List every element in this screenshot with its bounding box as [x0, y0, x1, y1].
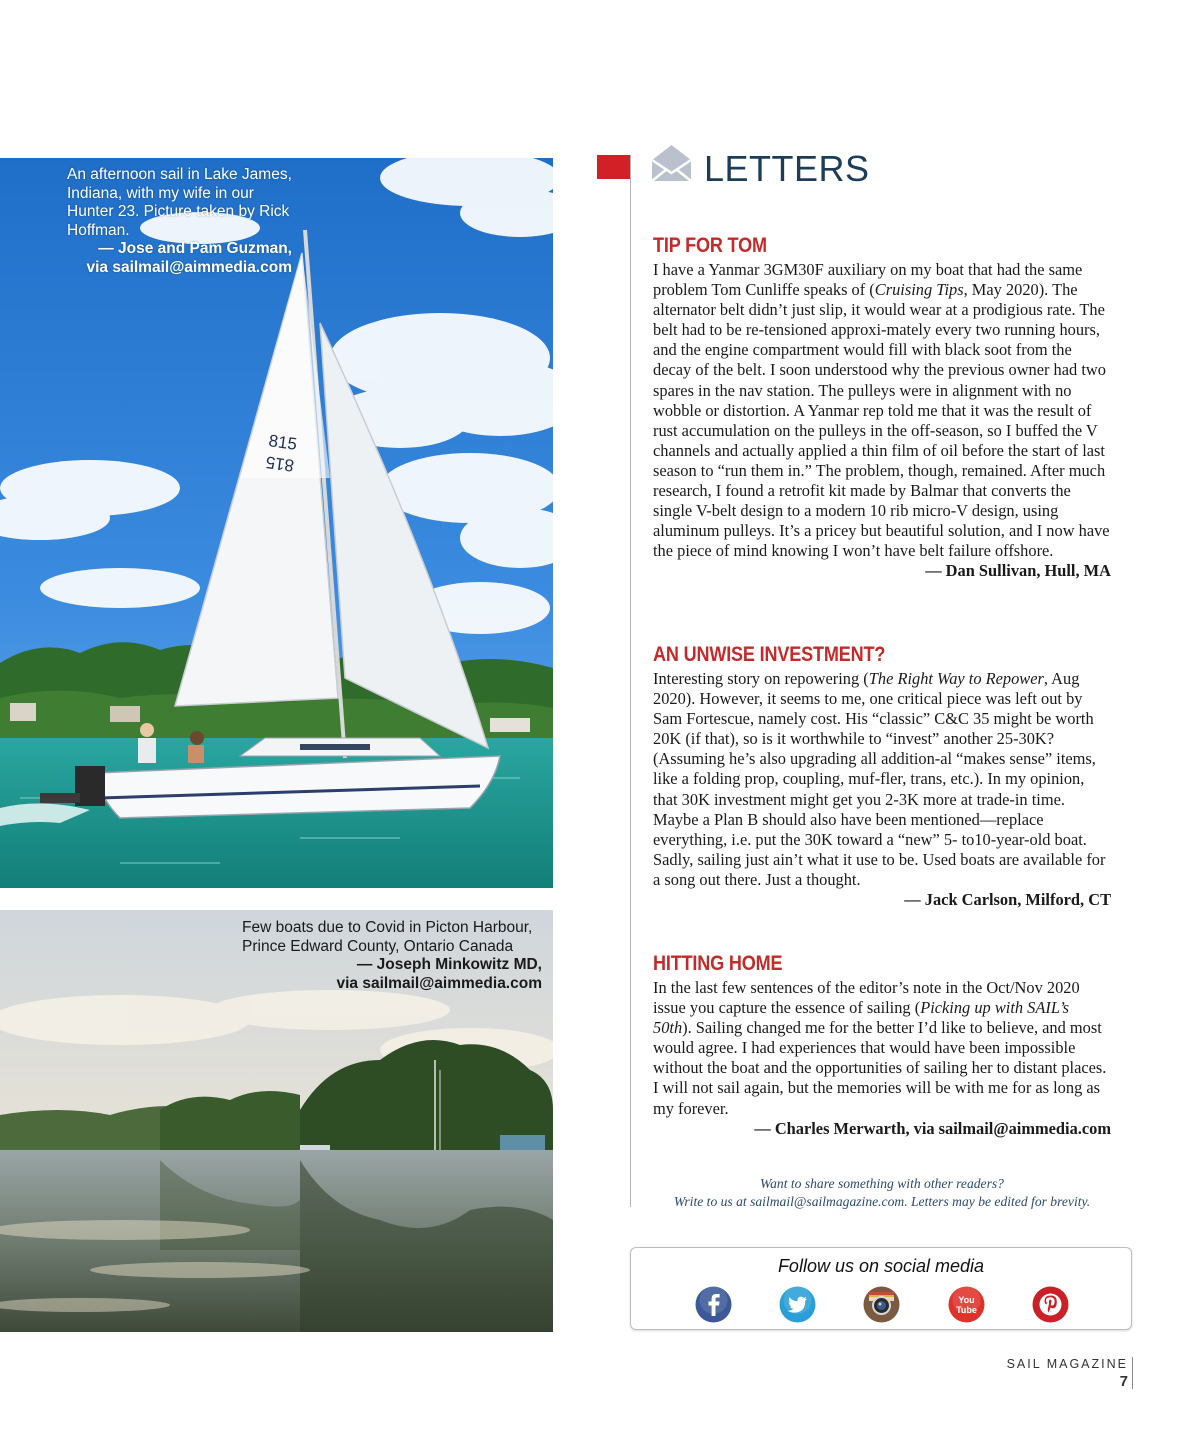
letter-body-text-cont: , May 2020). The alternator belt didn’t just slip, it would wear at a prodigious rate. The belt had to be re-tensioned approxi-mately every two running hours, and the engine compartment would fill with black soot from the decay of the belt. I soon understood why the previous owner had two spares in the nav station. The pulleys were in alignment with no wobble or distortion. A Yanmar rep told me that it was the result of rust accumulation on the pulleys in the off-season, so I buffed the V channels and actually applied a thin film of oil before the start of last season to “run them in.” The problem, though, remained. After much research, I found a retrofit kit made by Balmar that converts the single V-belt design to a modern 10 rib micro-V design, using aluminum pulleys. It’s a pricey but beautiful solution, and I now have the piece of mind knowing I won’t have belt failure offshore. [653, 280, 1110, 561]
share-note-line2: Write to us at sailmail@sailmagazine.com. Letters may be edited for brevity. [673, 1194, 1091, 1209]
caption-text: An afternoon sail in Lake James, Indiana, with my wife in our Hunter 23. Picture taken by Rick Hoffman. [67, 166, 292, 239]
youtube-you-text: You [958, 1295, 975, 1305]
letter-heading: TIP FOR TOM [653, 234, 767, 257]
letter-hitting-home [653, 952, 1111, 1139]
letter-heading: AN UNWISE INVESTMENT? [653, 643, 886, 666]
letter-signature: — Jack Carlson, Milford, CT [904, 890, 1111, 910]
letter-signature: — Charles Merwarth, via sailmail@aimmedia.com [754, 1118, 1111, 1138]
social-media-box [630, 1247, 1132, 1330]
letter-body [653, 260, 1111, 561]
youtube-icon[interactable] [948, 1286, 985, 1323]
section-title: LETTERS [704, 148, 870, 189]
letter-body [653, 978, 1111, 1119]
sail-number-text: 815 [267, 431, 299, 454]
letter-body-text-cont: ). Sailing changed me for the better I’d like to believe, and most would agree. I had experiences that would have been impossible without the boat and the opportunities of sailing her to distant places. I will not sail again, but the memories will be with me for as long as my forever. [653, 1018, 1107, 1118]
facebook-icon[interactable] [695, 1286, 732, 1323]
letter-body-citation: Picking up with SAIL’s 50th [653, 998, 1070, 1038]
youtube-tube-text: Tube [956, 1305, 977, 1315]
folio-divider [1132, 1357, 1133, 1389]
share-note-line1: Want to share something with other readers? [760, 1176, 1004, 1191]
letter-body-text: In the last few sentences of the editor’s note in the Oct/Nov 2020 issue you capture the essence of sailing ( [653, 978, 1080, 1018]
caption-credit: — Jose and Pam Guzman, [98, 240, 292, 257]
magazine-name: SAIL MAGAZINE [1006, 1357, 1128, 1371]
letter-body [653, 669, 1111, 890]
share-note [640, 1175, 1124, 1211]
letter-tip-for-tom [653, 234, 1111, 581]
sail-number-mirrored: 815 [264, 452, 296, 476]
caption-credit-email: via sailmail@aimmedia.com [336, 974, 542, 992]
section-marker [597, 155, 631, 179]
instagram-icon[interactable] [863, 1286, 900, 1323]
letter-unwise-investment [653, 643, 1111, 910]
caption-credit: — Joseph Minkowitz MD, [356, 956, 542, 973]
caption-credit-email: via sailmail@aimmedia.com [86, 258, 292, 276]
letter-heading: HITTING HOME [653, 952, 783, 975]
letter-body-citation: Cruising Tips [874, 280, 964, 300]
pinterest-icon[interactable] [1032, 1286, 1069, 1323]
letter-body-text-cont: , Aug 2020). However, it seems to me, one critical piece was left out by Sam Fortescue, namely cost. His “classic” C&C 35 might be worth 20K (if that), so is it worthwhile to “invest” another 25-30K? (Assuming he’s also upgrading all addition-al “makes sense” items, like a folding prop, coupling, muf-fler, trans, etc.). In my opinion, that 30K investment might get you 2-3K more at trade-in time. Maybe a Plan B should also have been mentioned—replace everything, i.e. put the 30K toward a “new” 5- to10-year-old boat. Sadly, sailing just ain’t what it use to be. Used boats are available for a song out there. Just a thought. [653, 669, 1106, 889]
letter-body-text: Interesting story on repowering ( [653, 669, 869, 688]
harbour-photo-caption [242, 919, 542, 993]
letter-body-citation: The Right Way to Repower [868, 669, 1044, 688]
sailboat-photo-caption [67, 166, 292, 277]
column-divider [630, 155, 631, 1207]
twitter-icon[interactable] [779, 1286, 816, 1323]
caption-text: Few boats due to Covid in Picton Harbour, Prince Edward County, Ontario Canada [242, 919, 533, 955]
envelope-icon [650, 143, 693, 183]
letter-signature: — Dan Sullivan, Hull, MA [925, 561, 1111, 581]
page-number: 7 [1119, 1373, 1128, 1390]
letter-body-text: I have a Yanmar 3GM30F auxiliary on my boat that had the same problem Tom Cunliffe speaks of ( [653, 260, 1083, 300]
social-title: Follow us on social media [777, 1256, 985, 1276]
